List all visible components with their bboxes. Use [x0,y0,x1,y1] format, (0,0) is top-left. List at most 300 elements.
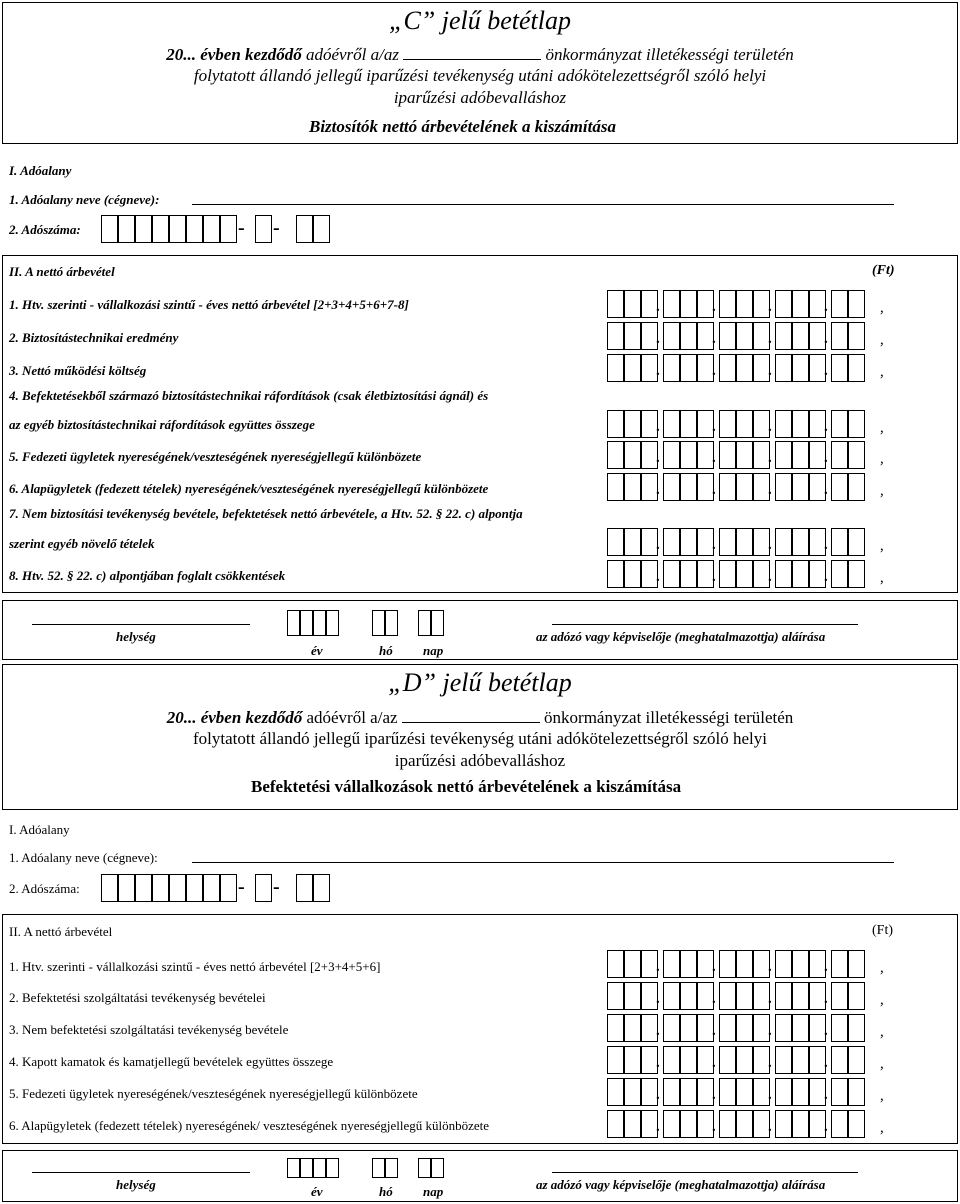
amount-digit-cell[interactable] [719,528,736,556]
amount-thousand-separator: . [768,450,772,466]
amount-digit-cell[interactable] [792,1014,809,1042]
amount-digit-cell[interactable] [719,410,736,438]
amount-thousand-separator: . [768,331,772,347]
amount-thousand-separator: . [656,450,660,466]
amount-digit-cell[interactable] [607,410,624,438]
amount-digit-cell[interactable] [848,354,865,382]
amount-digit-cell[interactable] [719,473,736,501]
amount-digit-cell[interactable] [663,1014,680,1042]
amount-digit-cell[interactable] [736,473,753,501]
c-row-7b: szerint egyéb növelő tételek [9,536,155,551]
amount-digit-cell[interactable] [792,473,809,501]
date-year-cell[interactable] [300,1158,313,1178]
amount-digit-cell[interactable] [736,528,753,556]
amount-digit-cell[interactable] [831,290,848,318]
amount-digit-cell[interactable] [775,1078,792,1106]
amount-thousand-separator: . [768,1055,772,1071]
amount-digit-cell[interactable] [663,441,680,469]
amount-thousand-separator: . [712,959,716,975]
amount-digit-cell[interactable] [663,528,680,556]
amount-thousand-separator: . [712,991,716,1007]
amount-thousand-separator: . [712,569,716,585]
amount-digit-cell[interactable] [848,322,865,350]
amount-digit-cell[interactable] [775,1046,792,1074]
c-row-4a: 4. Befektetésekből származó biztosítástechnikai ráfordítások (csak életbiztosítási ágnál) és [9,388,489,403]
amount-digit-cell[interactable] [624,473,641,501]
amount-digit-cell[interactable] [663,982,680,1010]
c-currency: (Ft) [872,263,895,278]
amount-digit-cell[interactable] [831,528,848,556]
amount-digit-cell[interactable] [792,560,809,588]
amount-digit-cell[interactable] [831,322,848,350]
amount-thousand-separator: . [656,363,660,379]
tax-digit-cell[interactable] [152,215,169,243]
amount-digit-cell[interactable] [624,410,641,438]
amount-thousand-separator: . [656,1119,660,1135]
amount-digit-cell[interactable] [792,528,809,556]
amount-digit-cell[interactable] [607,528,624,556]
amount-digit-cell[interactable] [831,354,848,382]
d-subtitle: Befektetési vállalkozások nettó árbevételének a kiszámítása [251,777,682,796]
amount-digit-cell[interactable] [775,322,792,350]
c-header-line3: iparűzési adóbevalláshoz [393,88,567,107]
amount-digit-cell[interactable] [624,1078,641,1106]
amount-digit-cell[interactable] [831,1014,848,1042]
c-row-7a: 7. Nem biztosítási tevékenység bevétele, befektetések nettó árbevétele, a Htv. 52. § 22. c) alpontja [9,506,523,521]
amount-digit-cell[interactable] [736,1110,753,1138]
amount-digit-cell[interactable] [719,1110,736,1138]
amount-thousand-separator: . [712,1055,716,1071]
amount-digit-cell[interactable] [719,982,736,1010]
amount-digit-cell[interactable] [848,1110,865,1138]
amount-thousand-separator: . [712,331,716,347]
d-row-3: 3. Nem befektetési szolgáltatási tevékenység bevétele [9,1022,289,1037]
amount-thousand-separator: . [768,959,772,975]
tax-digit-cell[interactable] [186,215,203,243]
amount-digit-cell[interactable] [775,950,792,978]
amount-digit-cell[interactable] [719,441,736,469]
amount-digit-cell[interactable] [775,982,792,1010]
amount-digit-cell[interactable] [848,1046,865,1074]
c-month-label: hó [379,643,393,658]
d-row-5: 5. Fedezeti ügyletek nyereségének/veszteségének nyereségjellegű különbözete [9,1086,418,1101]
d-name-field[interactable] [192,862,894,863]
d-year-label: év [311,1184,323,1199]
tax-digit-cell[interactable] [255,215,272,243]
tax-digit-cell[interactable] [220,874,237,902]
date-day-cell[interactable] [418,610,431,636]
amount-thousand-separator: . [768,482,772,498]
amount-digit-cell[interactable] [792,950,809,978]
amount-thousand-separator: . [768,363,772,379]
amount-digit-cell[interactable] [736,560,753,588]
amount-end-comma: , [880,1024,884,1040]
amount-digit-cell[interactable] [719,290,736,318]
c-signature-label: az adózó vagy képviselője (meghatalmazottja) aláírása [536,629,826,644]
amount-digit-cell[interactable] [792,1078,809,1106]
amount-digit-cell[interactable] [719,322,736,350]
amount-digit-cell[interactable] [607,1110,624,1138]
amount-thousand-separator: . [656,1023,660,1039]
amount-digit-cell[interactable] [848,560,865,588]
amount-digit-cell[interactable] [680,473,697,501]
amount-end-comma: , [880,483,884,499]
d-day-label: nap [423,1184,444,1199]
amount-digit-cell[interactable] [775,1014,792,1042]
amount-end-comma: , [880,300,884,316]
tax-digit-cell[interactable] [203,215,220,243]
amount-thousand-separator: . [656,569,660,585]
d-place-line[interactable] [32,1172,250,1173]
amount-digit-cell[interactable] [792,1046,809,1074]
amount-thousand-separator: . [824,569,828,585]
amount-digit-cell[interactable] [624,1110,641,1138]
date-year-cell[interactable] [313,1158,326,1178]
date-month-cell[interactable] [385,1158,398,1178]
amount-thousand-separator: . [768,299,772,315]
amount-digit-cell[interactable] [624,950,641,978]
tax-digit-cell[interactable] [135,215,152,243]
tax-separator: - [238,217,245,239]
c-row-2: 2. Biztosítástechnikai eredmény [9,330,179,345]
amount-end-comma: , [880,1056,884,1072]
c-row-8: 8. Htv. 52. § 22. c) alpontjában foglalt csökkentések [9,568,286,583]
amount-thousand-separator: . [768,1119,772,1135]
amount-digit-cell[interactable] [831,560,848,588]
d-signature-label: az adózó vagy képviselője (meghatalmazottja) aláírása [536,1177,826,1192]
amount-digit-cell[interactable] [607,441,624,469]
amount-thousand-separator: . [768,1023,772,1039]
amount-digit-cell[interactable] [719,950,736,978]
amount-digit-cell[interactable] [680,528,697,556]
amount-thousand-separator: . [712,419,716,435]
amount-thousand-separator: . [824,1023,828,1039]
date-day-cell[interactable] [431,610,444,636]
amount-digit-cell[interactable] [831,410,848,438]
amount-digit-cell[interactable] [736,290,753,318]
amount-digit-cell[interactable] [663,950,680,978]
date-year-cell[interactable] [326,610,339,636]
amount-digit-cell[interactable] [848,290,865,318]
d-currency: (Ft) [872,923,893,938]
amount-thousand-separator: . [656,1055,660,1071]
tax-separator: - [238,876,245,898]
amount-digit-cell[interactable] [775,473,792,501]
amount-thousand-separator: . [656,331,660,347]
tax-digit-cell[interactable] [313,215,330,243]
amount-digit-cell[interactable] [624,982,641,1010]
amount-thousand-separator: . [824,299,828,315]
tax-digit-cell[interactable] [186,874,203,902]
amount-thousand-separator: . [712,482,716,498]
c-header-line2: folytatott állandó jellegű iparűzési tevékenység utáni adókötelezettségről szóló helyi [193,66,767,85]
amount-digit-cell[interactable] [775,290,792,318]
tax-digit-cell[interactable] [101,215,118,243]
amount-digit-cell[interactable] [736,950,753,978]
amount-thousand-separator: . [656,991,660,1007]
c-name-field[interactable] [192,204,894,205]
d-section-adoalany: I. Adóalany [9,822,70,837]
c-year-text: 20... évben kezdődő [166,45,302,64]
amount-thousand-separator: . [712,537,716,553]
amount-thousand-separator: . [824,1119,828,1135]
amount-digit-cell[interactable] [831,473,848,501]
amount-digit-cell[interactable] [607,473,624,501]
c-row-5: 5. Fedezeti ügyletek nyereségének/veszteségének nyereségjellegű különbözete [9,449,422,464]
amount-digit-cell[interactable] [663,1046,680,1074]
date-month-cell[interactable] [372,610,385,636]
tax-digit-cell[interactable] [152,874,169,902]
tax-digit-cell[interactable] [255,874,272,902]
amount-digit-cell[interactable] [680,354,697,382]
amount-digit-cell[interactable] [663,322,680,350]
amount-digit-cell[interactable] [624,290,641,318]
amount-digit-cell[interactable] [736,1046,753,1074]
amount-digit-cell[interactable] [607,560,624,588]
amount-digit-cell[interactable] [792,290,809,318]
tax-digit-cell[interactable] [296,874,313,902]
amount-digit-cell[interactable] [775,1110,792,1138]
amount-digit-cell[interactable] [680,982,697,1010]
d-title: „D” jelű betétlap [388,668,572,697]
amount-digit-cell[interactable] [607,1046,624,1074]
c-section-adoalany: I. Adóalany [9,163,72,178]
amount-digit-cell[interactable] [792,322,809,350]
tax-digit-cell[interactable] [118,874,135,902]
amount-thousand-separator: . [768,419,772,435]
amount-digit-cell[interactable] [607,1078,624,1106]
amount-digit-cell[interactable] [680,322,697,350]
amount-digit-cell[interactable] [848,950,865,978]
c-tax-label: 2. Adószáma: [9,222,81,237]
amount-digit-cell[interactable] [719,560,736,588]
amount-end-comma: , [880,960,884,976]
amount-digit-cell[interactable] [736,982,753,1010]
amount-digit-cell[interactable] [831,982,848,1010]
amount-digit-cell[interactable] [736,322,753,350]
d-row-2: 2. Befektetési szolgáltatási tevékenység bevételei [9,990,266,1005]
amount-digit-cell[interactable] [736,1078,753,1106]
tax-digit-cell[interactable] [203,874,220,902]
amount-thousand-separator: . [712,450,716,466]
amount-digit-cell[interactable] [680,950,697,978]
amount-digit-cell[interactable] [607,322,624,350]
date-month-cell[interactable] [372,1158,385,1178]
amount-digit-cell[interactable] [680,1046,697,1074]
amount-digit-cell[interactable] [736,441,753,469]
amount-digit-cell[interactable] [848,441,865,469]
amount-digit-cell[interactable] [831,1046,848,1074]
amount-thousand-separator: . [656,299,660,315]
c-row-3: 3. Nettó működési költség [9,363,147,378]
amount-thousand-separator: . [824,419,828,435]
amount-digit-cell[interactable] [624,1014,641,1042]
c-row-4b: az egyéb biztosítástechnikai ráfordítások együttes összege [9,417,315,432]
d-header-line1 [40,707,920,728]
date-day-cell[interactable] [418,1158,431,1178]
amount-digit-cell[interactable] [680,1078,697,1106]
amount-digit-cell[interactable] [680,560,697,588]
c-place-line[interactable] [32,624,250,625]
amount-digit-cell[interactable] [736,410,753,438]
amount-digit-cell[interactable] [719,1078,736,1106]
amount-digit-cell[interactable] [848,410,865,438]
amount-digit-cell[interactable] [624,1046,641,1074]
amount-digit-cell[interactable] [775,560,792,588]
c-header-aaz: adóévről a/az [301,45,404,64]
tax-separator: - [273,876,280,898]
d-row-4: 4. Kapott kamatok és kamatjellegű bevételek együttes összege [9,1054,334,1069]
amount-end-comma: , [880,992,884,1008]
d-header-rest: önkormányzat illetékességi területén [539,708,794,727]
amount-thousand-separator: . [656,482,660,498]
amount-thousand-separator: . [824,331,828,347]
c-day-label: nap [423,643,444,658]
amount-digit-cell[interactable] [831,1078,848,1106]
amount-thousand-separator: . [712,1023,716,1039]
amount-digit-cell[interactable] [680,1110,697,1138]
amount-digit-cell[interactable] [848,528,865,556]
tax-digit-cell[interactable] [135,874,152,902]
amount-digit-cell[interactable] [663,410,680,438]
amount-thousand-separator: . [768,569,772,585]
amount-digit-cell[interactable] [775,354,792,382]
amount-digit-cell[interactable] [831,950,848,978]
amount-digit-cell[interactable] [792,441,809,469]
c-title: „C” jelű betétlap [389,6,571,35]
d-tax-label: 2. Adószáma: [9,881,80,896]
amount-end-comma: , [880,420,884,436]
amount-digit-cell[interactable] [736,354,753,382]
d-municipality-field[interactable] [402,708,540,723]
amount-digit-cell[interactable] [663,290,680,318]
amount-end-comma: , [880,451,884,467]
d-header-line2: folytatott állandó jellegű iparűzési tevékenység utáni adókötelezettségről szóló helyi [192,729,768,748]
amount-digit-cell[interactable] [663,1078,680,1106]
d-section-arbevetel: II. A nettó árbevétel [9,924,113,939]
amount-thousand-separator: . [656,1087,660,1103]
amount-end-comma: , [880,570,884,586]
c-signature-line[interactable] [552,624,858,625]
amount-digit-cell[interactable] [663,354,680,382]
amount-thousand-separator: . [656,537,660,553]
tax-digit-cell[interactable] [220,215,237,243]
amount-digit-cell[interactable] [792,354,809,382]
c-row-6: 6. Alapügyletek (fedezett tételek) nyereségének/veszteségének nyereségjellegű különbözete [9,481,489,496]
amount-digit-cell[interactable] [624,354,641,382]
amount-thousand-separator: . [768,991,772,1007]
amount-digit-cell[interactable] [663,473,680,501]
d-signature-line[interactable] [552,1172,858,1173]
amount-digit-cell[interactable] [663,560,680,588]
c-place-label: helység [116,629,156,644]
tax-digit-cell[interactable] [313,874,330,902]
amount-thousand-separator: . [824,1087,828,1103]
date-year-cell[interactable] [287,1158,300,1178]
c-header-line1 [40,44,920,65]
amount-thousand-separator: . [712,363,716,379]
d-month-label: hó [379,1184,393,1199]
amount-digit-cell[interactable] [792,410,809,438]
c-name-label: 1. Adóalany neve (cégneve): [9,192,160,207]
date-year-cell[interactable] [313,610,326,636]
date-year-cell[interactable] [326,1158,339,1178]
amount-digit-cell[interactable] [624,560,641,588]
amount-thousand-separator: . [768,1087,772,1103]
date-month-cell[interactable] [385,610,398,636]
amount-thousand-separator: . [768,537,772,553]
amount-digit-cell[interactable] [775,441,792,469]
amount-digit-cell[interactable] [624,322,641,350]
amount-digit-cell[interactable] [848,1078,865,1106]
amount-digit-cell[interactable] [831,1110,848,1138]
amount-digit-cell[interactable] [680,441,697,469]
amount-digit-cell[interactable] [736,1014,753,1042]
amount-digit-cell[interactable] [607,982,624,1010]
date-year-cell[interactable] [287,610,300,636]
amount-thousand-separator: . [824,537,828,553]
amount-digit-cell[interactable] [607,354,624,382]
tax-digit-cell[interactable] [169,874,186,902]
amount-digit-cell[interactable] [607,1014,624,1042]
tax-digit-cell[interactable] [118,215,135,243]
date-day-cell[interactable] [431,1158,444,1178]
amount-digit-cell[interactable] [624,528,641,556]
amount-end-comma: , [880,1088,884,1104]
d-row-6: 6. Alapügyletek (fedezett tételek) nyereségének/ veszteségének nyereségjellegű különbözete [9,1118,490,1133]
amount-digit-cell[interactable] [663,1110,680,1138]
amount-digit-cell[interactable] [792,1110,809,1138]
amount-thousand-separator: . [656,959,660,975]
amount-digit-cell[interactable] [848,473,865,501]
amount-digit-cell[interactable] [607,950,624,978]
amount-digit-cell[interactable] [719,354,736,382]
c-year-label: év [311,643,323,658]
amount-end-comma: , [880,332,884,348]
amount-digit-cell[interactable] [792,982,809,1010]
amount-end-comma: , [880,364,884,380]
amount-thousand-separator: . [712,299,716,315]
amount-digit-cell[interactable] [831,441,848,469]
amount-end-comma: , [880,1120,884,1136]
d-row-1: 1. Htv. szerinti - vállalkozási szintű - éves nettó árbevétel [2+3+4+5+6] [9,959,381,974]
amount-thousand-separator: . [712,1119,716,1135]
amount-digit-cell[interactable] [680,410,697,438]
c-municipality-field[interactable] [403,45,541,60]
amount-digit-cell[interactable] [680,290,697,318]
amount-thousand-separator: . [712,1087,716,1103]
amount-digit-cell[interactable] [848,1014,865,1042]
amount-digit-cell[interactable] [719,1046,736,1074]
amount-thousand-separator: . [656,419,660,435]
tax-separator: - [273,217,280,239]
amount-digit-cell[interactable] [719,1014,736,1042]
amount-digit-cell[interactable] [680,1014,697,1042]
amount-thousand-separator: . [824,991,828,1007]
amount-digit-cell[interactable] [624,441,641,469]
tax-digit-cell[interactable] [101,874,118,902]
amount-digit-cell[interactable] [607,290,624,318]
amount-digit-cell[interactable] [848,982,865,1010]
tax-digit-cell[interactable] [296,215,313,243]
date-year-cell[interactable] [300,610,313,636]
amount-digit-cell[interactable] [775,410,792,438]
tax-digit-cell[interactable] [169,215,186,243]
amount-thousand-separator: . [824,1055,828,1071]
d-year-text: 20... évben kezdődő [166,708,303,727]
amount-thousand-separator: . [824,959,828,975]
amount-digit-cell[interactable] [775,528,792,556]
